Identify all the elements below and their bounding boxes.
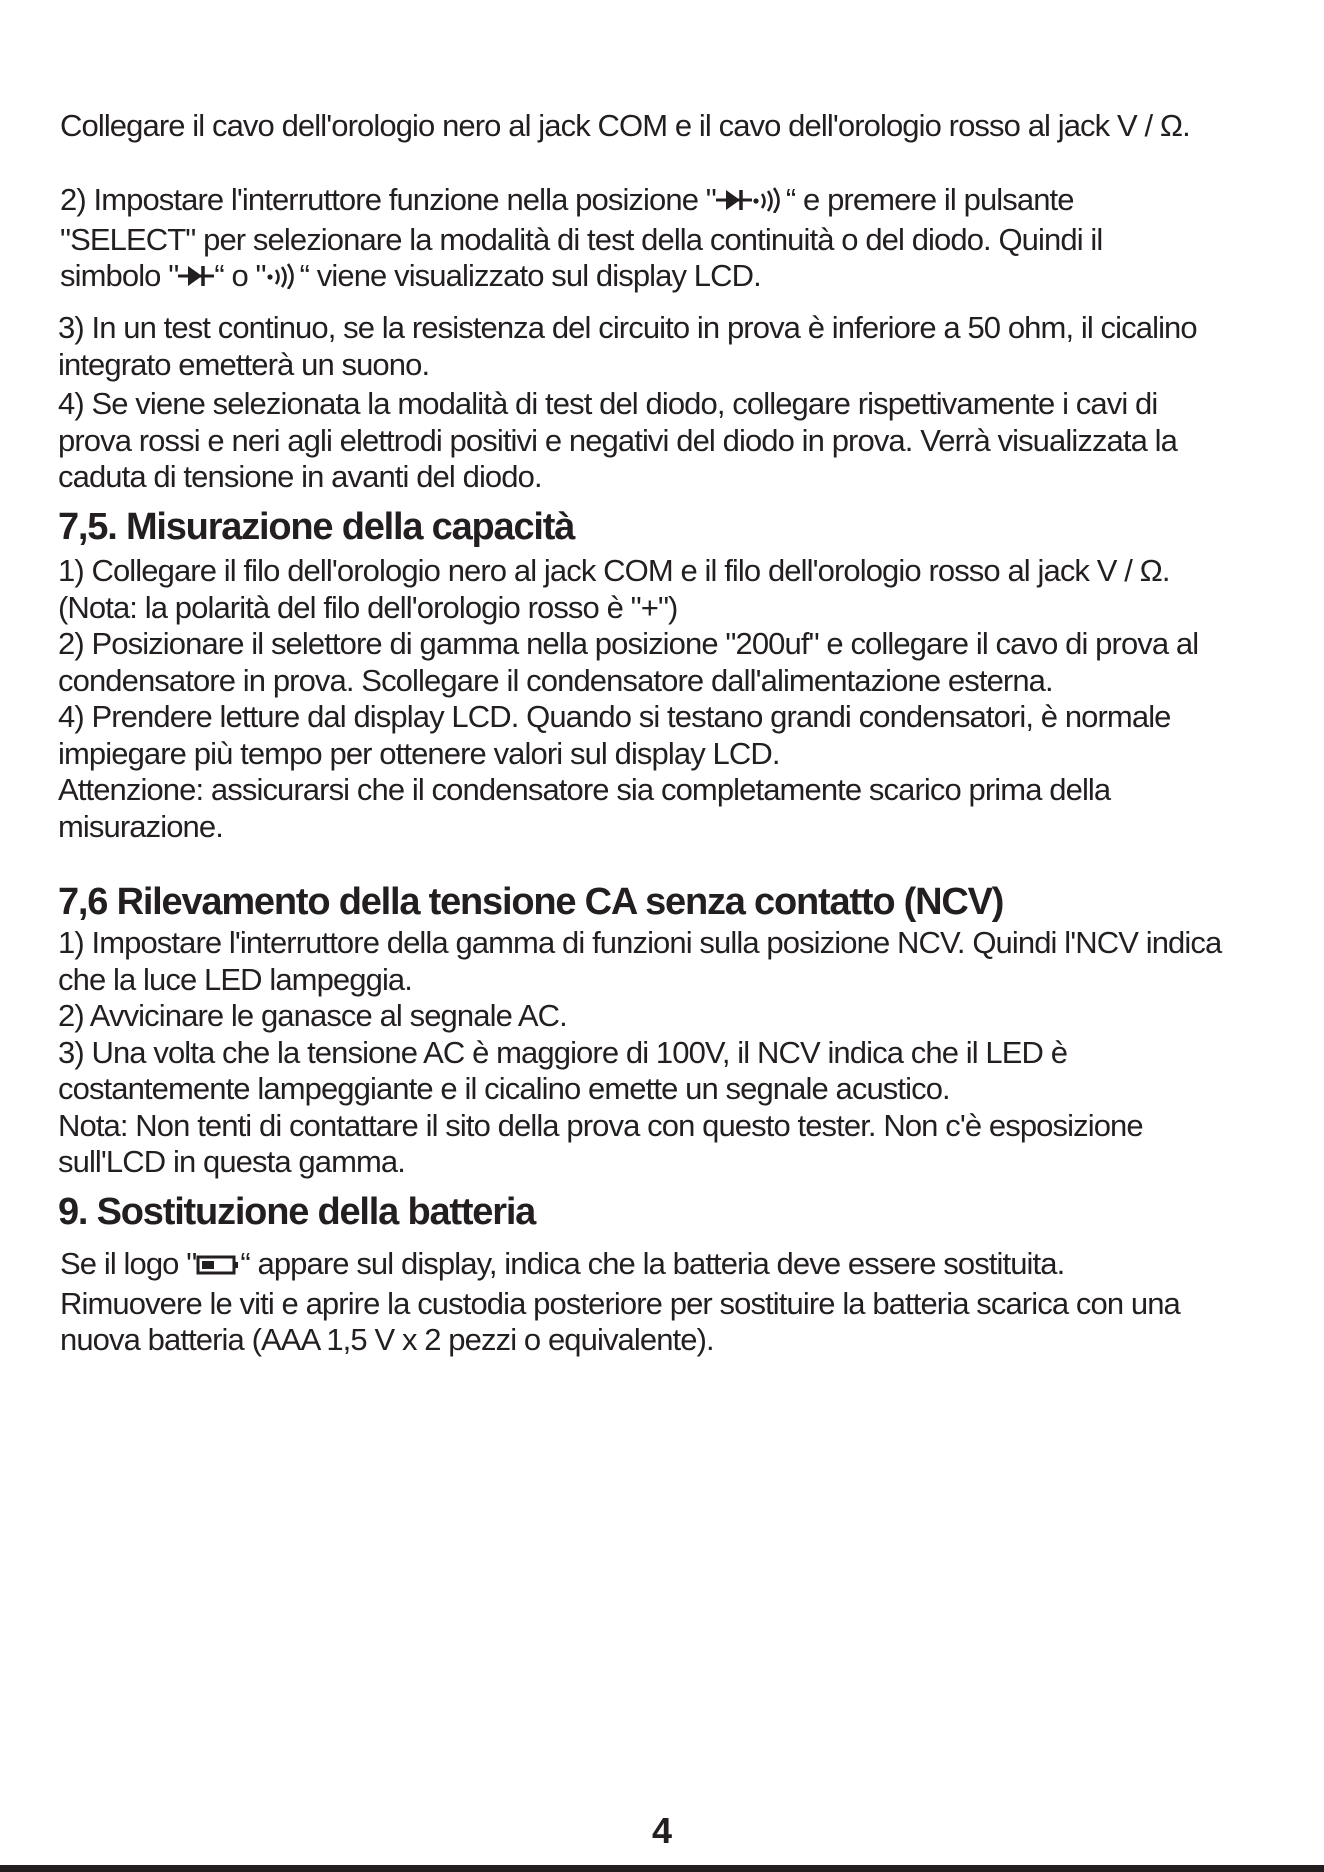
diode-icon [178, 261, 214, 298]
ncv-body: 1) Impostare l'interruttore della gamma di funzioni sulla posizione NCV. Quindi l'NCV indica che la luce LED lampeggia. 2) Avvicinare le ganasce al segnale AC. 3) Una volta che la tensione AC è maggiore di 100V, il NCV indica che il LED è costantemente lampeggiante e il cicalino emette un segnale acustico. Nota: Non tenti di contattare il sito della prova con questo tester. Non c'è esposizione sull'LCD in questa gamma. [58, 925, 1222, 1179]
capacitance-body: 1) Collegare il filo dell'orologio nero al jack COM e il filo dell'orologio rosso al jack V / Ω. (Nota: la polarità del filo dell'orologio rosso è "+") 2) Posizionare il selettore di gamma nella posizione "200uf" e collegare il cavo di prova al condensatore in prova. Scollegare il condensatore dall'alimentazione esterna. 4) Prendere letture dal display LCD. Quando si testano grandi condensatori, è normale impiegare più tempo per ottenere valori sul display LCD. Attenzione: assicurarsi che il condensatore sia completamente scarico prima della misurazione. [58, 553, 1199, 844]
buzzer-icon [752, 185, 786, 222]
buzzer-icon [266, 261, 300, 298]
section-heading-battery: 9. Sostituzione della batteria [58, 1191, 536, 1233]
section-heading-capacitance: 7,5. Misurazione della capacità [58, 506, 575, 548]
page-number: 4 [651, 1810, 673, 1851]
connect-leads-text: Collegare il cavo dell'orologio nero al jack COM e il cavo dell'orologio rosso al jack V / Ω. [60, 108, 1190, 143]
battery-body: Se il logo " “ appare sul display, indica che la batteria deve essere sostituita. Rimuovere le viti e aprire la custodia posteriore per sostituire la batteria scarica con una nuova batteria (AAA 1,5 V x 2 pezzi o equivalente). [60, 1246, 1180, 1357]
continuity-step-2: 2) Impostare l'interruttore funzione nella posizione " “ e premere il pulsante "SELECT" per selezionare la modalità di test della continuità o del diodo. Quindi il simbolo " “ o " “ viene visualizzato sul display LCD. [60, 182, 1210, 298]
diode-icon [716, 185, 752, 222]
bottom-border [0, 1865, 1324, 1872]
section-heading-ncv: 7,6 Rilevamento della tensione CA senza contatto (NCV) [58, 881, 1004, 923]
low-battery-icon [196, 1249, 240, 1286]
continuity-step-3: 3) In un test continuo, se la resistenza del circuito in prova è inferiore a 50 ohm, il cicalino integrato emetterà un suono. [58, 310, 1197, 382]
continuity-step-4: 4) Se viene selezionata la modalità di test del diodo, collegare rispettivamente i cavi di prova rossi e neri agli elettrodi positivi e negativi del diodo in prova. Verrà visualizzata la caduta di tensione in avanti del diodo. [58, 386, 1177, 494]
